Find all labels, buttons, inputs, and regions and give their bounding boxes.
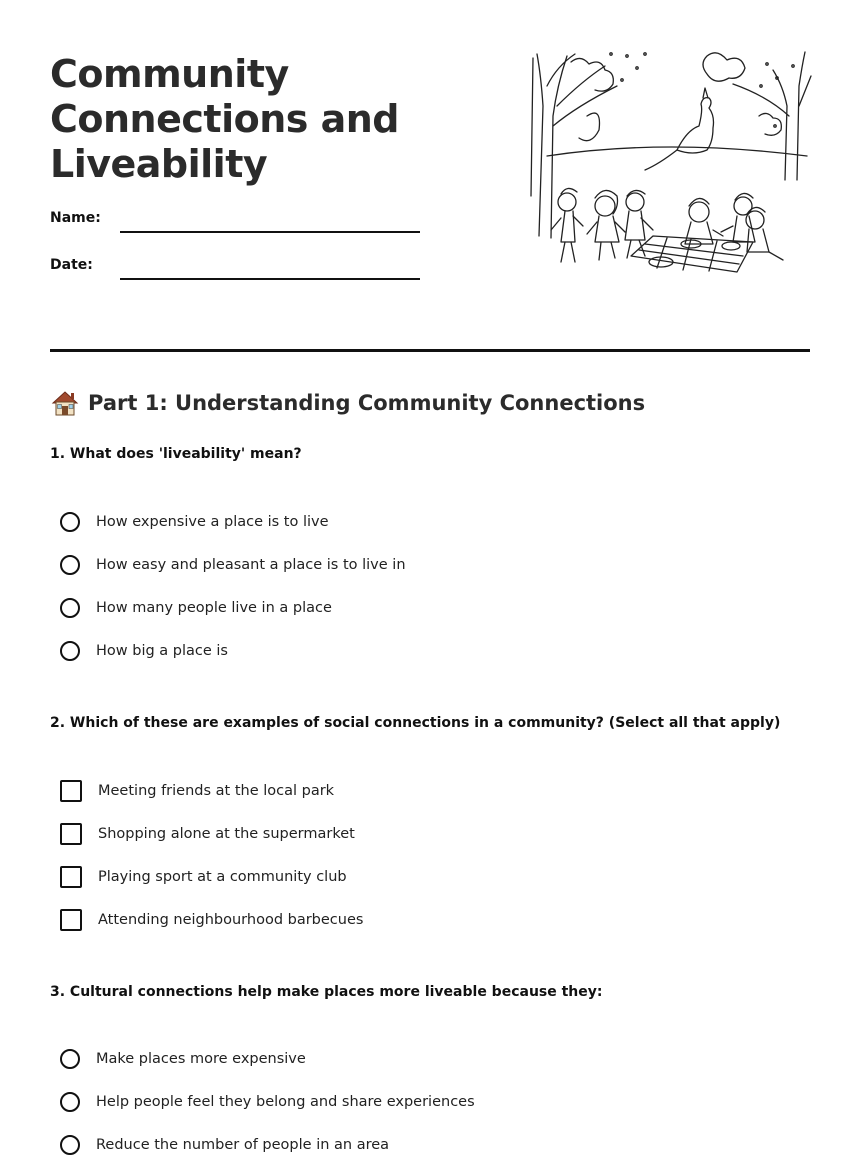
q1-option-2[interactable]	[60, 552, 406, 578]
checkbox[interactable]	[60, 866, 82, 888]
children-picnic-in-park-illustration	[527, 46, 813, 276]
option-label: Attending neighbourhood barbecues	[98, 912, 364, 928]
question-2: 2. Which of these are examples of social connections in a community? (Select all that apply)	[50, 715, 781, 731]
section-divider	[50, 349, 810, 352]
q3-option-2[interactable]	[60, 1089, 475, 1115]
option-label: Playing sport at a community club	[98, 869, 347, 885]
radio-button[interactable]	[60, 512, 80, 532]
house-icon	[50, 388, 80, 418]
q2-option-2[interactable]	[60, 821, 355, 847]
option-label: How easy and pleasant a place is to live in	[96, 557, 406, 573]
checkbox[interactable]	[60, 909, 82, 931]
q2-option-4[interactable]	[60, 907, 363, 933]
name-label: Name:	[50, 210, 101, 226]
option-label: How many people live in a place	[96, 600, 332, 616]
radio-button[interactable]	[60, 1092, 80, 1112]
q3-option-1[interactable]	[60, 1046, 306, 1072]
q1-option-1[interactable]	[60, 509, 329, 535]
checkbox[interactable]	[60, 780, 82, 802]
name-input-line[interactable]	[120, 231, 420, 233]
part1-heading	[50, 388, 645, 418]
worksheet-title: Community Connections and Liveability	[50, 52, 399, 186]
date-field[interactable]	[50, 257, 420, 281]
radio-button[interactable]	[60, 598, 80, 618]
radio-button[interactable]	[60, 555, 80, 575]
date-input-line[interactable]	[120, 278, 420, 280]
option-label: Reduce the number of people in an area	[96, 1137, 390, 1153]
radio-button[interactable]	[60, 641, 80, 661]
option-label: How big a place is	[96, 643, 228, 659]
option-label: Make places more expensive	[96, 1051, 306, 1067]
radio-button[interactable]	[60, 1049, 80, 1069]
radio-button[interactable]	[60, 1135, 80, 1155]
option-label: Shopping alone at the supermarket	[98, 826, 355, 842]
q1-option-3[interactable]	[60, 595, 332, 621]
option-label: Meeting friends at the local park	[98, 783, 335, 799]
option-label: Help people feel they belong and share experiences	[96, 1094, 475, 1110]
question-3: 3. Cultural connections help make places more liveable because they:	[50, 984, 603, 1000]
q1-option-4[interactable]	[60, 638, 228, 664]
question-1: 1. What does 'liveability' mean?	[50, 446, 302, 462]
part1-title: Part 1: Understanding Community Connections	[88, 391, 646, 415]
q2-option-3[interactable]	[60, 864, 347, 890]
q3-option-3[interactable]	[60, 1132, 389, 1158]
name-field[interactable]	[50, 210, 420, 234]
checkbox[interactable]	[60, 823, 82, 845]
q2-option-1[interactable]	[60, 778, 334, 804]
option-label: How expensive a place is to live	[96, 514, 329, 530]
date-label: Date:	[50, 257, 93, 273]
